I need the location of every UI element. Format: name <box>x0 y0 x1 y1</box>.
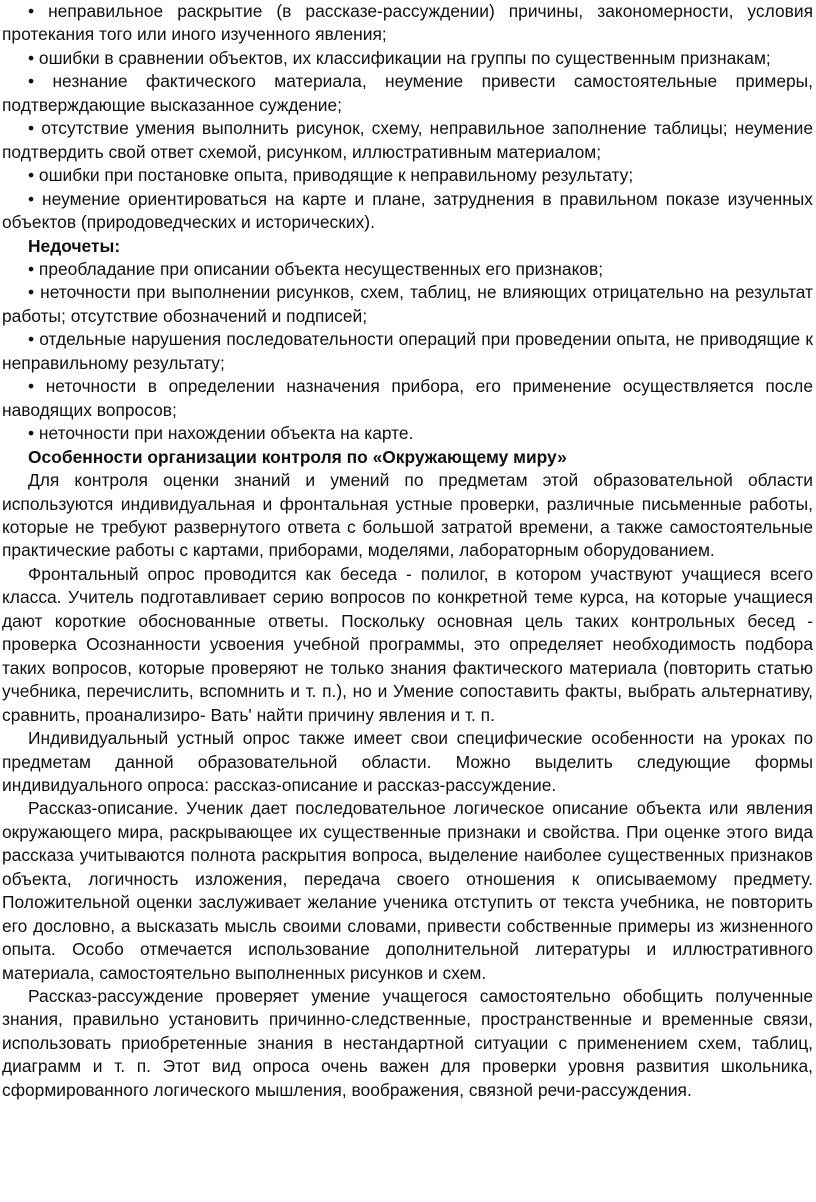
error-item: • отсутствие умения выполнить рисунок, схему, неправильное заполнение таблицы; неумение подтвердить свой ответ схемой, рисунком, иллюстративным материалом; <box>2 118 813 162</box>
shortcoming-item: • неточности в определении назначения прибора, его применение осуществляется после наводящих вопросов; <box>2 376 813 420</box>
shortcoming-item: • преобладание при описании объекта несущественных его признаков; <box>28 258 604 279</box>
shortcomings-heading: Недочеты: <box>28 235 121 256</box>
body-paragraph: Рассказ-рассуждение проверяет умение учащегося самостоятельно обобщить полученные знания, правильно установить причинно-следственные, пространственные и временные связи, использовать приобретенные знания в нестандартной ситуации с применением схем, таблиц, диаграмм и т. п. Этот вид опроса очень важен для проверки уровня развития школьника, сформированного логического мышления, воображения, связной речи-рассуждения. <box>2 986 813 1100</box>
shortcoming-item: • отдельные нарушения последовательности операций при проведении опыта, не приводящие к неправильному результату; <box>2 329 813 373</box>
error-item: • ошибки в сравнении объектов, их классификации на группы по существенным признакам; <box>28 47 771 68</box>
body-paragraph: Индивидуальный устный опрос также имеет свои специфические особенности на уроках по предметам данной образовательной области. Можно выделить следующие формы индивидуального опроса: рассказ-описание и рассказ-рассуждение. <box>2 728 813 795</box>
body-paragraph: Рассказ-описание. Ученик дает последовательное логическое описание объекта или явления окружающего мира, раскрывающее их существенные признаки и свойства. При оценке этого вида рассказа учитываются полнота раскрытия вопроса, выделение наиболее существенных признаков объекта, логичность изложения, передача своего отношения к описываемому предмету. Положительной оценки заслуживает желание ученика отступить от текста учебника, не повторить его дословно, а высказать мысль своими словами, привести собственные примеры из жизненного опыта. Особо отмечается использование дополнительной литературы и иллюстративного материала, самостоятельно выполненных рисунков и схем. <box>2 798 813 983</box>
body-paragraph: Фронтальный опрос проводится как беседа - полилог, в котором участвуют учащиеся всего класса. Учитель подготавливает серию вопросов по конкретной теме курса, на которые учащиеся дают короткие обоснованные ответы. Поскольку основная цель таких контрольных бесед - проверка Осознанности усвоения учебной программы, это определяет необходимость подбора таких вопросов, которые проверяют не только знания фактического материала (повторить статью учебника, перечислить, вспомнить и т. п.), но и Умение сопоставить факты, выбрать альтернативу, сравнить, проанализиро- Вать' найти причину явления и т. п. <box>2 563 813 725</box>
error-item: • неумение ориентироваться на карте и плане, затруднения в правильном показе изученных объектов (природоведческих и исторических). <box>2 188 813 233</box>
section-heading: Особенности организации контроля по «Окружающему миру» <box>28 446 567 467</box>
shortcoming-item: • неточности при нахождении объекта на карте. <box>28 423 414 444</box>
shortcoming-item: • неточности при выполнении рисунков, схем, таблиц, не влияющих отрицательно на результат работы; отсутствие обозначений и подписей; <box>2 282 813 326</box>
error-item: • ошибки при постановке опыта, приводящие к неправильному результату; <box>28 165 634 186</box>
error-item: • незнание фактического материала, неумение привести самостоятельные примеры, подтверждающие высказанное суждение; <box>2 71 813 115</box>
error-item: • неправильное раскрытие (в рассказе-рассуждении) причины, закономерности, условия протекания того или иного изученного явления; <box>2 1 813 45</box>
body-paragraph: Для контроля оценки знаний и умений по предметам этой образовательной области используются индивидуальная и фронтальная устные проверки, различные письменные работы, которые не требуют развернутого ответа с большой затратой времени, а также самостоятельные практические работы с картами, приборами, моделями, лабораторным оборудованием. <box>2 470 813 561</box>
